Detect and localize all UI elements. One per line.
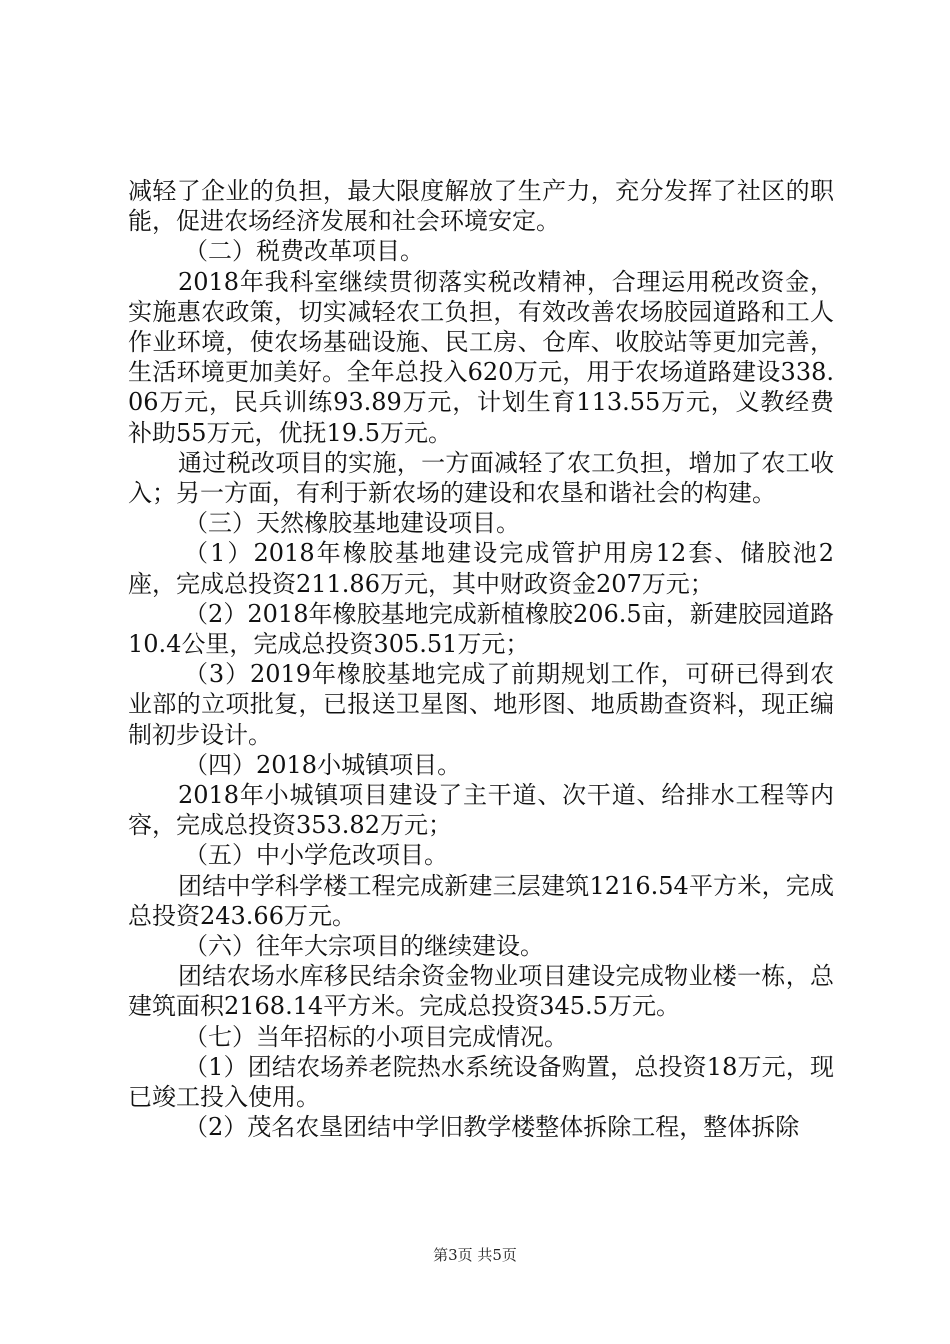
document-body [128, 176, 834, 1143]
list-item: （2）茂名农垦团结中学旧教学楼整体拆除工程，整体拆除 [184, 1113, 800, 1142]
list-item: （1）团结农场养老院热水系统设备购置，总投资18万元，现已竣工投入使用。 [128, 1052, 834, 1112]
page-number: 第3页 共5页 [433, 1246, 517, 1264]
list-item: （2）2018年橡胶基地完成新植橡胶206.5亩，新建胶园道路10.4公里，完成总投资305.51万元； [128, 599, 834, 659]
section-heading: （四）2018小城镇项目。 [184, 750, 462, 779]
section-heading: （三）天然橡胶基地建设项目。 [184, 509, 520, 538]
paragraph: 团结中学科学楼工程完成新建三层建筑1216.54平方米，完成总投资243.66万元。 [128, 871, 834, 930]
paragraph: 减轻了企业的负担，最大限度解放了生产力，充分发挥了社区的职能，促进农场经济发展和社会环境安定。 [128, 177, 834, 236]
list-item: （3）2019年橡胶基地完成了前期规划工作，可研已得到农业部的立项批复，已报送卫星图、地形图、地质勘查资料，现正编制初步设计。 [128, 660, 834, 749]
paragraph: 2018年小城镇项目建设了主干道、次干道、给排水工程等内容，完成总投资353.82万元； [128, 781, 834, 840]
section-heading: （二）税费改革项目。 [184, 237, 424, 266]
section-heading: （五）中小学危改项目。 [184, 841, 448, 870]
page-footer [0, 1244, 950, 1265]
paragraph: 团结农场水库移民结余资金物业项目建设完成物业楼一栋，总建筑面积2168.14平方米。完成总投资345.5万元。 [128, 962, 834, 1021]
paragraph: 通过税改项目的实施，一方面减轻了农工负担，增加了农工收入；另一方面，有利于新农场的建设和农垦和谐社会的构建。 [128, 448, 834, 508]
list-item: （1）2018年橡胶基地建设完成管护用房12套、储胶池2座，完成总投资211.86万元，其中财政资金207万元； [128, 539, 834, 598]
section-heading: （七）当年招标的小项目完成情况。 [184, 1022, 568, 1051]
paragraph: 2018年我科室继续贯彻落实税改精神，合理运用税改资金，实施惠农政策，切实减轻农工负担，有效改善农场胶园道路和工人作业环境，使农场基础设施、民工房、仓库、收胶站等更加完善，生活环境更加美好。全年总投入620万元，用于农场道路建设338.06万元，民兵训练93.89万元，计划生育113.55万元，义教经费补助55万元，优抚19.5万元。 [128, 267, 834, 447]
section-heading: （六）往年大宗项目的继续建设。 [184, 932, 544, 961]
